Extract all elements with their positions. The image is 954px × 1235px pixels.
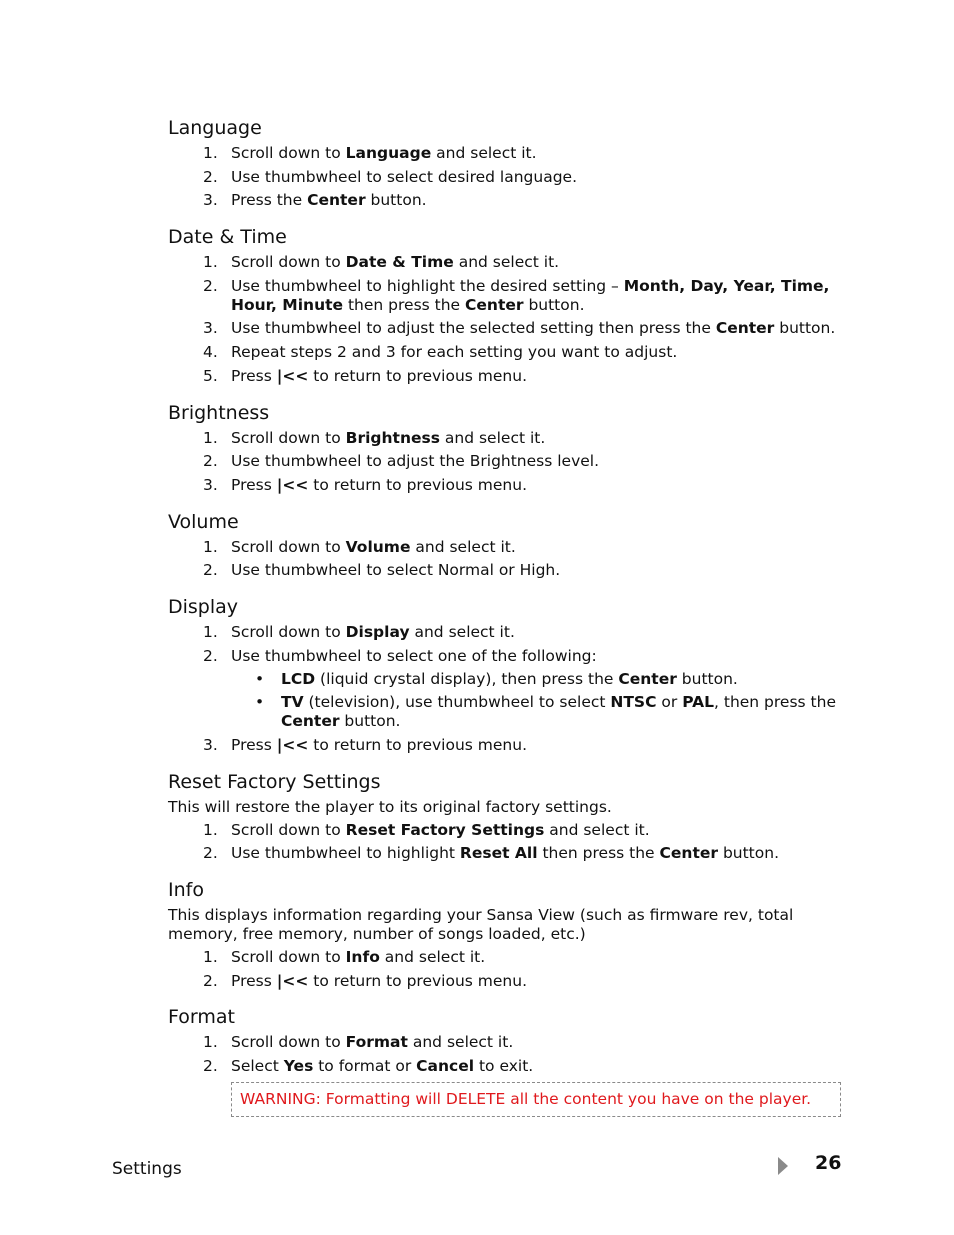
bold-term: Center bbox=[618, 669, 677, 688]
text-run: to return to previous menu. bbox=[308, 475, 528, 494]
section-brightness bbox=[168, 401, 848, 495]
text-run: Scroll down to bbox=[231, 820, 346, 839]
text-run: to exit. bbox=[474, 1057, 534, 1076]
bold-term: PAL bbox=[682, 693, 715, 712]
step-number: 1. bbox=[203, 948, 218, 967]
footer-section-name: Settings bbox=[112, 1159, 182, 1179]
steps-list bbox=[168, 1033, 848, 1076]
bold-term: Center bbox=[281, 712, 340, 731]
text-run: or bbox=[656, 693, 683, 712]
list-item bbox=[168, 821, 848, 840]
step-number: 4. bbox=[203, 343, 218, 362]
play-arrow-icon bbox=[778, 1157, 788, 1175]
text-run: Use thumbwheel to adjust the selected setting then press the bbox=[231, 319, 716, 338]
bold-term: LCD bbox=[281, 669, 316, 688]
bold-term: Date & Time bbox=[345, 253, 454, 272]
text-run: and select it. bbox=[410, 537, 516, 556]
section-heading: Reset Factory Settings bbox=[168, 770, 381, 793]
text-run: button. bbox=[523, 295, 585, 314]
section-spacer bbox=[168, 868, 848, 878]
list-item bbox=[168, 844, 848, 863]
section-heading: Display bbox=[168, 595, 239, 618]
bullet-icon: • bbox=[255, 669, 265, 688]
text-run: and select it. bbox=[379, 948, 486, 967]
step-number: 2. bbox=[203, 844, 218, 863]
bold-term: NTSC bbox=[610, 693, 657, 712]
text-run: then press the bbox=[343, 295, 466, 314]
text-run: Press bbox=[231, 366, 277, 385]
list-item bbox=[168, 452, 848, 471]
text-run: Use thumbwheel to highlight the desired setting – bbox=[231, 276, 624, 295]
section-heading: Brightness bbox=[168, 401, 270, 424]
step-number: 2. bbox=[203, 1057, 218, 1076]
step-number: 3. bbox=[203, 475, 218, 494]
text-run: to return to previous menu. bbox=[308, 366, 528, 385]
text-run: (liquid crystal display), then press the bbox=[315, 669, 619, 688]
step-number: 1. bbox=[203, 144, 218, 162]
section-heading: Format bbox=[168, 1006, 235, 1029]
text-run: Use thumbwheel to select desired language. bbox=[231, 167, 578, 186]
step-number: 2. bbox=[203, 167, 218, 186]
bold-term: Format bbox=[345, 1033, 408, 1052]
section-spacer bbox=[168, 215, 848, 225]
section-intro: This will restore the player to its original factory settings. bbox=[168, 797, 612, 816]
text-run: to return to previous menu. bbox=[308, 736, 528, 754]
text-run: button. bbox=[365, 191, 427, 210]
text-run: Scroll down to bbox=[231, 144, 346, 162]
steps-list bbox=[168, 253, 848, 386]
section-display bbox=[168, 595, 848, 755]
section-spacer bbox=[168, 585, 848, 595]
step-number: 1. bbox=[203, 622, 218, 641]
text-run: Scroll down to bbox=[231, 428, 346, 447]
bold-term: |<< bbox=[276, 736, 309, 754]
section-date-time bbox=[168, 225, 848, 386]
list-item bbox=[168, 538, 848, 557]
step-number: 5. bbox=[203, 366, 218, 385]
text-run: Scroll down to bbox=[231, 948, 346, 967]
section-volume bbox=[168, 510, 848, 581]
list-item bbox=[168, 429, 848, 448]
list-item bbox=[168, 277, 848, 315]
text-run: Use thumbwheel to adjust the Brightness level. bbox=[231, 452, 600, 471]
list-item bbox=[168, 1033, 848, 1052]
list-item bbox=[168, 647, 848, 732]
page-number: 26 bbox=[815, 1152, 842, 1174]
steps-list bbox=[168, 623, 848, 755]
bold-term: Reset Factory Settings bbox=[345, 820, 545, 839]
steps-list bbox=[168, 821, 848, 864]
text-run: button. bbox=[339, 712, 401, 731]
text-run: Scroll down to bbox=[231, 253, 346, 272]
warning-box: WARNING: Formatting will DELETE all the content you have on the player. bbox=[231, 1082, 841, 1117]
text-run: Scroll down to bbox=[231, 1033, 346, 1052]
steps-list bbox=[168, 429, 848, 495]
bold-term: Center bbox=[659, 844, 719, 863]
section-spacer bbox=[168, 500, 848, 510]
bullet-item bbox=[231, 670, 848, 689]
bold-term: Reset All bbox=[459, 844, 538, 863]
section-reset-factory-settings bbox=[168, 770, 848, 864]
bold-term: Brightness bbox=[345, 428, 440, 447]
bold-term: Yes bbox=[283, 1057, 314, 1076]
section-language bbox=[168, 116, 848, 210]
text-run: , then press the bbox=[714, 693, 836, 712]
step-number: 1. bbox=[203, 820, 218, 839]
bold-term: |<< bbox=[276, 366, 309, 385]
text-run: (television), use thumbwheel to select bbox=[303, 693, 611, 712]
text-run: Use thumbwheel to select one of the following: bbox=[231, 646, 597, 665]
text-run: Select bbox=[231, 1057, 284, 1076]
text-run: and select it. bbox=[431, 144, 537, 162]
step-number: 1. bbox=[203, 428, 218, 447]
section-heading: Volume bbox=[168, 510, 239, 533]
text-run: Press bbox=[231, 971, 277, 990]
bold-term: Info bbox=[345, 948, 380, 967]
steps-list bbox=[168, 538, 848, 581]
step-number: 2. bbox=[203, 561, 218, 580]
bold-term: Volume bbox=[345, 537, 411, 556]
section-heading: Language bbox=[168, 117, 262, 139]
section-spacer bbox=[168, 995, 848, 1005]
step-number: 3. bbox=[203, 319, 218, 338]
bold-term: Language bbox=[345, 144, 432, 162]
step-number: 2. bbox=[203, 646, 218, 665]
text-run: and select it. bbox=[453, 253, 560, 272]
bold-term: Center bbox=[307, 191, 366, 210]
bold-term: Month, Day, Year, Time, Hour, Minute bbox=[231, 276, 830, 314]
bold-term: Center bbox=[715, 319, 775, 338]
list-item bbox=[168, 343, 848, 362]
text-run: Press the bbox=[231, 191, 308, 210]
list-item bbox=[168, 561, 848, 580]
bullet-item bbox=[231, 693, 848, 731]
text-run: Use thumbwheel to highlight bbox=[231, 844, 460, 863]
step-number: 1. bbox=[203, 1033, 218, 1052]
bold-term: |<< bbox=[276, 475, 309, 494]
list-item bbox=[168, 972, 848, 991]
section-info bbox=[168, 878, 848, 991]
text-run: button. bbox=[774, 319, 836, 338]
section-heading: Date & Time bbox=[168, 226, 287, 249]
document-body bbox=[168, 116, 848, 1117]
text-run: Use thumbwheel to select Normal or High. bbox=[231, 561, 561, 580]
bullet-list bbox=[231, 670, 848, 732]
text-run: and select it. bbox=[409, 622, 515, 641]
section-intro: This displays information regarding your Sansa View (such as firmware rev, total memory, free memory, number of songs loaded, etc.) bbox=[168, 906, 794, 944]
list-item bbox=[168, 1057, 848, 1076]
bullet-icon: • bbox=[255, 693, 265, 712]
section-heading: Info bbox=[168, 879, 204, 902]
text-run: Scroll down to bbox=[231, 622, 346, 641]
step-number: 1. bbox=[203, 537, 218, 556]
list-item bbox=[168, 476, 848, 495]
steps-list bbox=[168, 948, 848, 991]
text-run: Scroll down to bbox=[231, 537, 346, 556]
text-run: to return to previous menu. bbox=[308, 971, 528, 990]
section-spacer bbox=[168, 391, 848, 401]
text-run: and select it. bbox=[407, 1033, 514, 1052]
list-item bbox=[168, 168, 848, 187]
bold-term: TV bbox=[281, 693, 304, 712]
text-run: Repeat steps 2 and 3 for each setting you want to adjust. bbox=[231, 343, 678, 362]
list-item bbox=[168, 367, 848, 386]
step-number: 1. bbox=[203, 253, 218, 272]
section-format bbox=[168, 1005, 848, 1117]
list-item bbox=[168, 623, 848, 642]
bold-term: Display bbox=[345, 622, 410, 641]
steps-list bbox=[168, 144, 848, 210]
step-number: 2. bbox=[203, 971, 218, 990]
bold-term: Cancel bbox=[416, 1057, 475, 1076]
text-run: button. bbox=[676, 669, 738, 688]
list-item bbox=[168, 253, 848, 272]
list-item bbox=[168, 736, 848, 755]
list-item bbox=[168, 144, 848, 163]
list-item bbox=[168, 191, 848, 210]
text-run: Press bbox=[231, 475, 277, 494]
list-item bbox=[168, 319, 848, 338]
list-item bbox=[168, 948, 848, 967]
bold-term: Center bbox=[465, 295, 524, 314]
step-number: 3. bbox=[203, 191, 218, 210]
step-number: 2. bbox=[203, 452, 218, 471]
bold-term: |<< bbox=[276, 971, 309, 990]
section-spacer bbox=[168, 760, 848, 770]
text-run: to format or bbox=[313, 1057, 417, 1076]
text-run: and select it. bbox=[544, 820, 650, 839]
step-number: 2. bbox=[203, 276, 218, 295]
text-run: Press bbox=[231, 736, 277, 754]
step-number: 3. bbox=[203, 736, 218, 754]
text-run: then press the bbox=[537, 844, 660, 863]
text-run: button. bbox=[718, 844, 779, 863]
text-run: and select it. bbox=[439, 428, 546, 447]
